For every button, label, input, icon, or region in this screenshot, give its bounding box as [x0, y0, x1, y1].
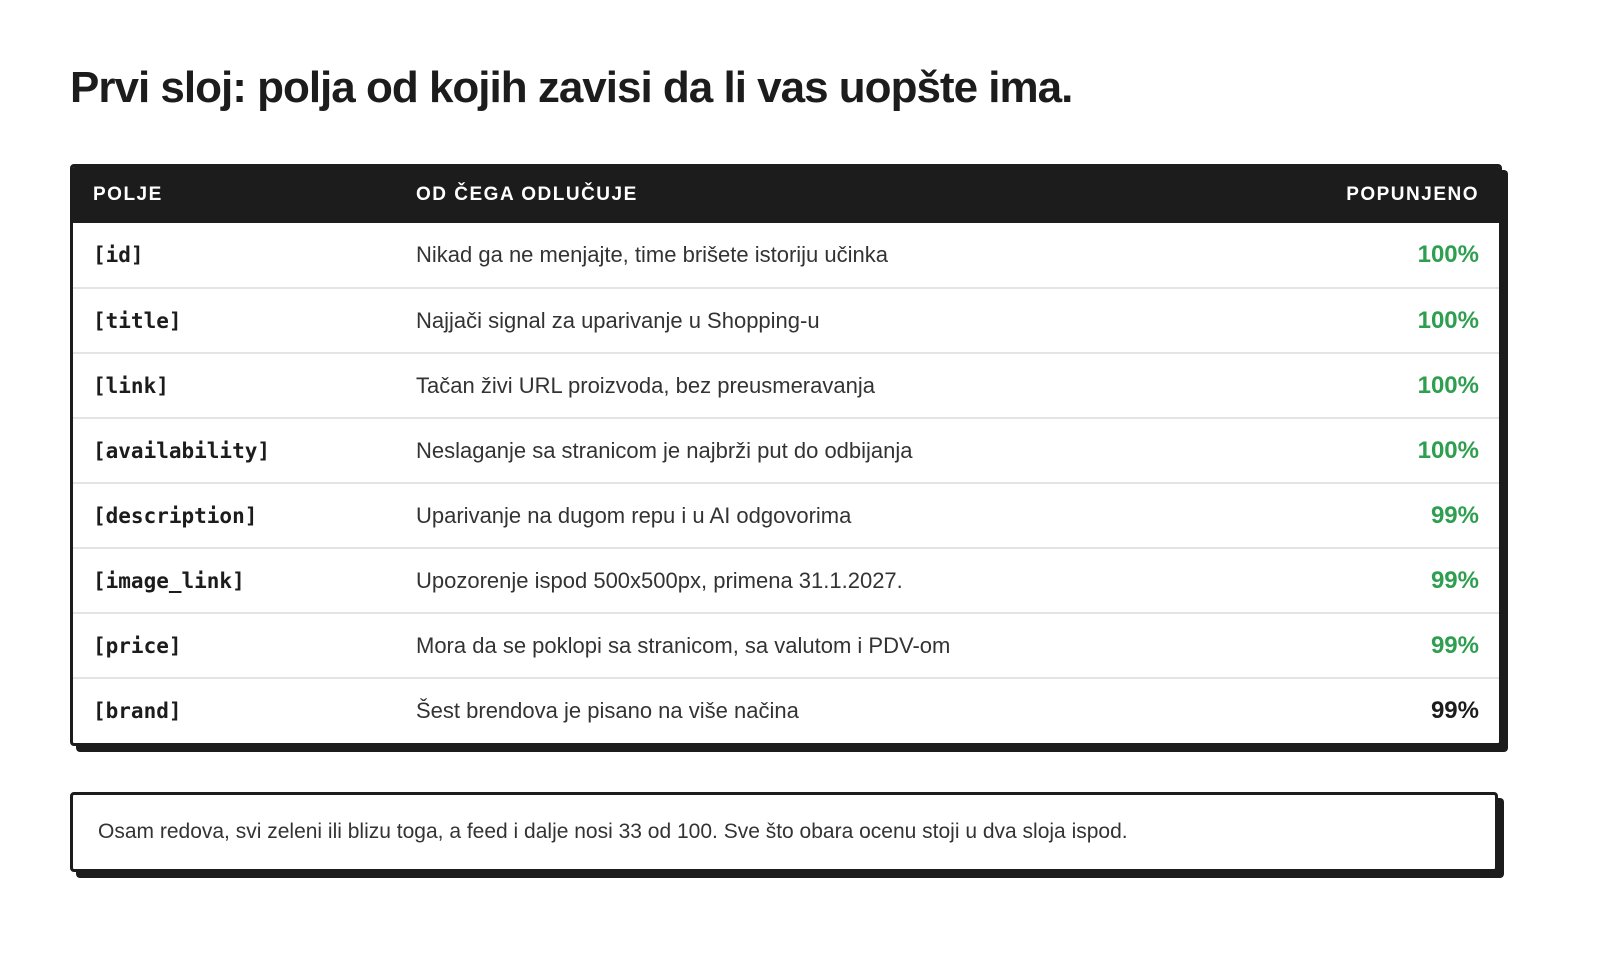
row-field-name: [brand]	[93, 699, 182, 723]
row-filled-percent: 99%	[1430, 566, 1479, 594]
column-header-field: POLJE	[93, 184, 163, 205]
fields-table-container	[70, 164, 1502, 746]
row-description: Tačan živi URL proizvoda, bez preusmeravanja	[416, 372, 875, 398]
fields-table	[73, 167, 1499, 743]
page-title: Prvi sloj: polja od kojih zavisi da li vas uopšte ima.	[70, 63, 1073, 112]
row-description: Uparivanje na dugom repu i u AI odgovorima	[416, 502, 852, 528]
row-description: Nikad ga ne menjajte, time brišete istoriju učinka	[416, 242, 889, 267]
row-description: Mora da se poklopi sa stranicom, sa valutom i PDV-om	[416, 632, 951, 658]
row-field-name: [title]	[93, 308, 182, 333]
table-row	[73, 483, 1499, 548]
row-filled-percent: 99%	[1430, 631, 1479, 659]
table-row	[73, 613, 1499, 678]
row-field-name: [availability]	[93, 438, 271, 463]
row-description: Upozorenje ispod 500x500px, primena 31.1.2027.	[416, 567, 903, 593]
column-header-description: OD ČEGA ODLUČUJE	[416, 184, 638, 205]
row-description: Neslaganje sa stranicom je najbrži put do odbijanja	[416, 437, 913, 463]
row-filled-percent: 100%	[1417, 306, 1479, 334]
table-body	[73, 223, 1499, 743]
table-row	[73, 418, 1499, 483]
table-row	[73, 223, 1499, 288]
table-row	[73, 353, 1499, 418]
row-filled-percent: 100%	[1417, 371, 1479, 399]
row-description: Najjači signal za uparivanje u Shopping-u	[416, 307, 820, 333]
row-field-name: [image_link]	[93, 568, 245, 593]
table-row	[73, 548, 1499, 613]
table-header	[73, 167, 1499, 223]
summary-note: Osam redova, svi zeleni ili blizu toga, a feed i dalje nosi 33 od 100. Sve što obara ocenu stoji u dva sloja ispod.	[70, 792, 1498, 872]
row-filled-percent: 100%	[1417, 436, 1479, 464]
row-description: Šest brendova je pisano na više načina	[416, 698, 799, 723]
row-field-name: [price]	[93, 633, 182, 658]
table-row	[73, 678, 1499, 743]
row-filled-percent: 99%	[1430, 501, 1479, 529]
row-field-name: [id]	[93, 243, 144, 267]
table-row	[73, 288, 1499, 353]
header-row	[73, 167, 1499, 223]
column-header-filled: POPUNJENO	[1346, 184, 1479, 205]
row-field-name: [description]	[93, 503, 258, 528]
row-filled-percent: 99%	[1430, 697, 1479, 724]
row-filled-percent: 100%	[1417, 241, 1479, 268]
row-field-name: [link]	[93, 373, 169, 398]
